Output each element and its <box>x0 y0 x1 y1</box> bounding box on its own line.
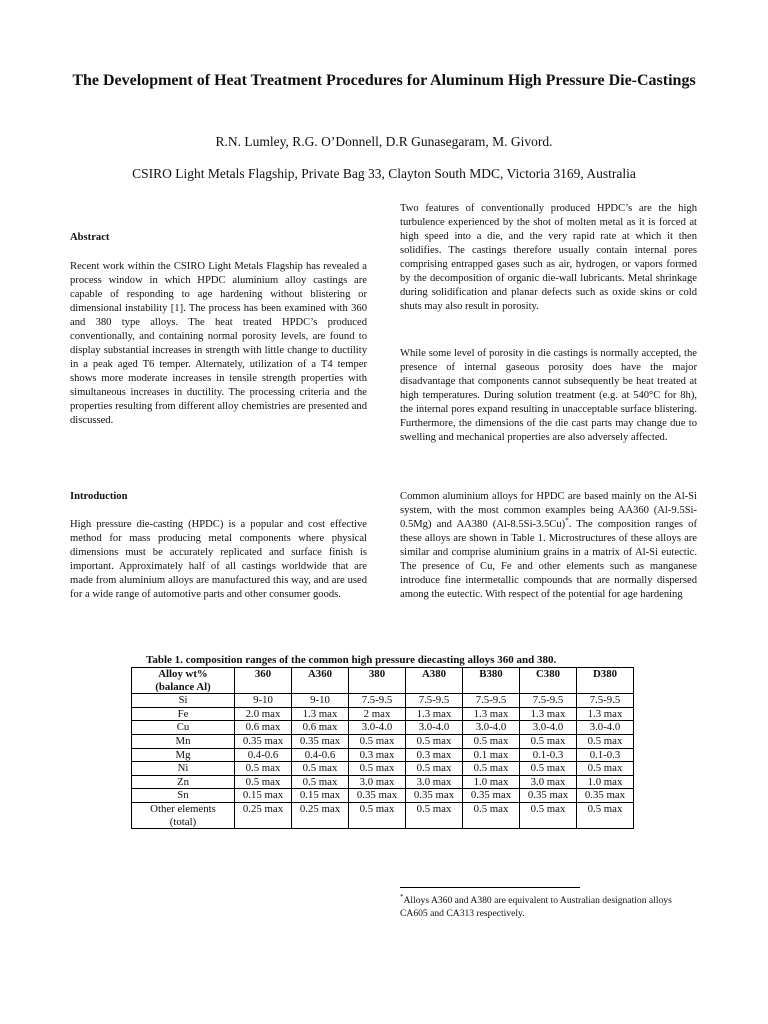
table-cell: 1.3 max <box>406 707 463 721</box>
footnote <box>400 894 700 920</box>
column-header: D380 <box>577 668 634 694</box>
table-row <box>132 721 634 735</box>
table-cell: 0.35 max <box>349 789 406 803</box>
row-label <box>132 707 235 721</box>
table-cell: 0.5 max <box>292 762 349 776</box>
table-cell: 0.5 max <box>235 775 292 789</box>
footnote-divider <box>400 887 580 888</box>
row-label <box>132 802 235 828</box>
header-alloy <box>132 668 235 694</box>
introduction-heading <box>70 490 367 504</box>
footnote-mark: * <box>400 892 404 901</box>
table-row <box>132 802 634 828</box>
table-cell: 0.4-0.6 <box>292 748 349 762</box>
row-label-text: Sn <box>177 789 189 802</box>
row-label <box>132 789 235 803</box>
row-label <box>132 721 235 735</box>
table-cell: 0.35 max <box>292 734 349 748</box>
row-label <box>132 734 235 748</box>
table-cell: 0.6 max <box>292 721 349 735</box>
row-label-text: Fe <box>177 707 189 720</box>
table-cell: 3.0-4.0 <box>463 721 520 735</box>
row-label-text: Ni <box>177 762 189 775</box>
table-cell: 2.0 max <box>235 707 292 721</box>
table-row <box>132 789 634 803</box>
table-cell: 9-10 <box>292 694 349 708</box>
table-cell: 3.0-4.0 <box>406 721 463 735</box>
table-cell: 3.0 max <box>406 775 463 789</box>
column-header: A360 <box>292 668 349 694</box>
table-cell: 1.0 max <box>577 775 634 789</box>
table-cell: 7.5-9.5 <box>577 694 634 708</box>
table-cell: 0.5 max <box>577 734 634 748</box>
row-label-text: Zn <box>177 775 189 788</box>
table-cell: 0.5 max <box>520 802 577 828</box>
row-label <box>132 775 235 789</box>
table-cell: 1.0 max <box>463 775 520 789</box>
footnote-reference: * <box>565 516 569 525</box>
table-cell: 0.5 max <box>349 762 406 776</box>
row-label-text: Si <box>178 694 188 707</box>
row-label-text: Other elements <box>150 802 216 815</box>
table-cell: 1.3 max <box>520 707 577 721</box>
table-cell: 0.6 max <box>235 721 292 735</box>
table-cell: 1.3 max <box>463 707 520 721</box>
table-cell: 0.35 max <box>463 789 520 803</box>
table-cell: 7.5-9.5 <box>520 694 577 708</box>
composition-table <box>131 667 634 829</box>
table-cell: 0.15 max <box>235 789 292 803</box>
table-cell: 3.0-4.0 <box>577 721 634 735</box>
table-cell: 0.4-0.6 <box>235 748 292 762</box>
table-row <box>132 748 634 762</box>
table-cell: 0.5 max <box>406 762 463 776</box>
paper-title: The Development of Heat Treatment Procedures for Aluminum High Pressure Die-Castings <box>72 72 696 89</box>
column-header: C380 <box>520 668 577 694</box>
table-cell: 0.15 max <box>292 789 349 803</box>
table-cell: 0.5 max <box>520 734 577 748</box>
introduction-text: High pressure die-casting (HPDC) is a popular and cost effective method for mass producing metal components where physical dimensions must be accurately replicated and surface finish is important. Approximately half of all castings worldwide that are made from aluminium alloys are manufactured this way, and are used for a wide range of automotive parts and other consumer goods. <box>70 519 367 600</box>
table-cell: 0.35 max <box>406 789 463 803</box>
table-cell: 9-10 <box>235 694 292 708</box>
body-paragraph-1: Two features of conventionally produced HPDC’s are the high turbulence experienced by the shot of molten metal as it is forced at high speed into a die, and the very rapid rate at which it then solidifies. The castings therefore usually contain internal pores comprising entrapped gases such as air, hydrogen, or vapors formed by the decomposition of organic die-wall lubricants. Metal shrinkage during solidification and planar defects such as oxide skins or cold shuts may also result in porosity. <box>400 203 697 312</box>
table-cell: 0.1-0.3 <box>577 748 634 762</box>
table-header-row <box>132 668 634 694</box>
table-cell: 3.0 max <box>349 775 406 789</box>
table-cell: 0.5 max <box>406 802 463 828</box>
abstract-heading <box>70 231 367 245</box>
table-cell: 0.5 max <box>292 775 349 789</box>
table-cell: 0.35 max <box>577 789 634 803</box>
introduction-heading-text: Introduction <box>70 491 128 502</box>
table-cell: 0.35 max <box>520 789 577 803</box>
table-cell: 3.0-4.0 <box>349 721 406 735</box>
table-cell: 0.5 max <box>235 762 292 776</box>
row-label-text-2: (total) <box>169 815 197 828</box>
body-paragraph-2: While some level of porosity in die castings is normally accepted, the presence of internal gaseous porosity does have the major disadvantage that components cannot subsequently be heat treated at high temperatures. During solution treatment (e.g. at 540°C for 8h), the internal pores expand resulting in unacceptable surface blistering. Furthermore, the dimensions of the die cast parts may change due to swelling and mechanical properties are also adversely affected. <box>400 348 697 443</box>
table-cell: 0.25 max <box>292 802 349 828</box>
row-label-text: Mn <box>175 734 191 747</box>
column-header: A380 <box>406 668 463 694</box>
table-cell: 0.3 max <box>406 748 463 762</box>
table-cell: 0.35 max <box>235 734 292 748</box>
paragraph-3-lead: Common aluminium alloys for HPDC are based mainly on the Al-Si system, with the most common examples being AA360 (Al-9.5Si-0.5Mg) and AA380 (Al-8.5Si-3.5Cu) <box>400 491 697 530</box>
column-header: 380 <box>349 668 406 694</box>
footnote-text: Alloys A360 and A380 are equivalent to Australian designation alloys CA605 and CA313 respectively. <box>400 895 672 919</box>
author-list: R.N. Lumley, R.G. O’Donnell, D.R Gunasegaram, M. Givord. <box>215 134 553 149</box>
table-cell: 7.5-9.5 <box>406 694 463 708</box>
row-label <box>132 762 235 776</box>
table-body <box>132 694 634 829</box>
table-cell: 0.5 max <box>577 762 634 776</box>
header-alloy-line2: (balance Al) <box>155 680 211 693</box>
table-cell: 1.3 max <box>292 707 349 721</box>
header-alloy-line1: Alloy wt% <box>158 668 208 680</box>
table-cell: 0.5 max <box>406 734 463 748</box>
table-cell: 0.1-0.3 <box>520 748 577 762</box>
column-header: B380 <box>463 668 520 694</box>
abstract-heading-text: Abstract <box>70 232 110 243</box>
table-cell: 0.5 max <box>349 802 406 828</box>
table-cell: 0.5 max <box>463 762 520 776</box>
table-cell: 2 max <box>349 707 406 721</box>
column-header: 360 <box>235 668 292 694</box>
table-cell: 0.5 max <box>463 802 520 828</box>
row-label-text: Mg <box>175 748 191 761</box>
table-row <box>132 694 634 708</box>
row-label-text: Cu <box>176 721 190 734</box>
table-cell: 0.5 max <box>520 762 577 776</box>
table-cell: 0.25 max <box>235 802 292 828</box>
table-cell: 7.5-9.5 <box>463 694 520 708</box>
table-cell: 0.5 max <box>463 734 520 748</box>
table-row <box>132 707 634 721</box>
paragraph-3-rest: . The composition ranges of these alloys are shown in Table 1. Microstructures of these alloys are similar and comprise aluminium grains in a matrix of Al-Si eutectic. The presence of Cu, Fe and other elements such as manganese introduce fine intermetallic compounds that are normally dispersed among the eutectic. With respect of the potential for age hardening <box>400 519 697 600</box>
affiliation: CSIRO Light Metals Flagship, Private Bag 33, Clayton South MDC, Victoria 3169, Australia <box>132 166 636 181</box>
table-row <box>132 734 634 748</box>
table-cell: 3.0 max <box>520 775 577 789</box>
row-label <box>132 694 235 708</box>
table-cell: 7.5-9.5 <box>349 694 406 708</box>
table-cell: 0.5 max <box>577 802 634 828</box>
table-caption: Table 1. composition ranges of the common high pressure diecasting alloys 360 and 380. <box>146 654 557 666</box>
table-cell: 1.3 max <box>577 707 634 721</box>
table-cell: 0.1 max <box>463 748 520 762</box>
table-cell: 0.5 max <box>349 734 406 748</box>
table-row <box>132 775 634 789</box>
abstract-text: Recent work within the CSIRO Light Metals Flagship has revealed a process window in which HPDC aluminium alloy castings are capable of responding to age hardening without blistering or dimensional instability [1]. The process has been examined with 360 and 380 type alloys. The heat treated HPDC’s produced conventionally, and containing normal porosity levels, are found to display substantial increases in strength with little change to ductility in a peak aged T6 temper. Alternately, utilization of a T4 temper shows more moderate increases in tensile strength properties with simultaneous increases in ductility. The processing criteria and the properties resulting from different alloy chemistries are presented and discussed. <box>70 261 367 426</box>
row-label <box>132 748 235 762</box>
table-cell: 3.0-4.0 <box>520 721 577 735</box>
body-paragraph-3 <box>400 490 697 602</box>
table-cell: 0.3 max <box>349 748 406 762</box>
table-row <box>132 762 634 776</box>
